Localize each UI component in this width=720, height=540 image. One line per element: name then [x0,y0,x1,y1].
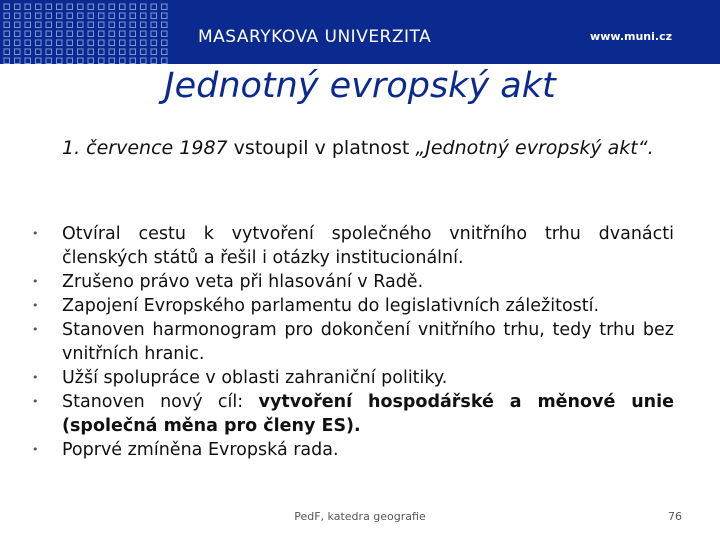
list-item-bold-text: vytvoření hospodářské a měnové unie (společná měna pro členy ES). [62,392,674,436]
university-url[interactable]: www.muni.cz [590,30,672,43]
slide-title: Jednotný evropský akt [164,66,556,106]
list-item [62,318,674,366]
intro-paragraph [62,136,662,161]
list-item [62,366,674,390]
page-number: 76 [668,510,682,523]
intro-date: 1. července 1987 [62,137,228,159]
university-name: MASARYKOVA UNIVERZITA [198,27,432,47]
list-item [62,390,674,438]
header-bar [0,0,720,64]
list-item-prefix: Stanoven nový cíl: [62,392,244,412]
list-item-text: Užší spolupráce v oblasti zahraniční politiky. [62,368,448,388]
list-item-text: Otvíral cestu k vytvoření společného vnitřního trhu dvanácti členských států a řešil i otázky institucionální. [62,224,674,268]
list-item [62,294,674,318]
list-item [62,222,674,270]
list-item-text: Zapojení Evropského parlamentu do legislativních záležitostí. [62,296,600,316]
intro-text: vstoupil v platnost [233,137,410,159]
list-item [62,438,674,462]
list-item-text: Poprvé zmíněna Evropská rada. [62,440,339,460]
list-item-text: Zrušeno právo veta při hlasování v Radě. [62,272,424,292]
intro-act-name: „Jednotný evropský akt“. [415,137,654,159]
bullet-list [62,222,674,462]
list-item-text: Stanoven harmonogram pro dokončení vnitřního trhu, tedy trhu bez vnitřních hranic. [62,320,674,364]
list-item [62,270,674,294]
footer-text: PedF, katedra geografie [294,510,426,523]
dot-grid-logo [0,0,180,64]
